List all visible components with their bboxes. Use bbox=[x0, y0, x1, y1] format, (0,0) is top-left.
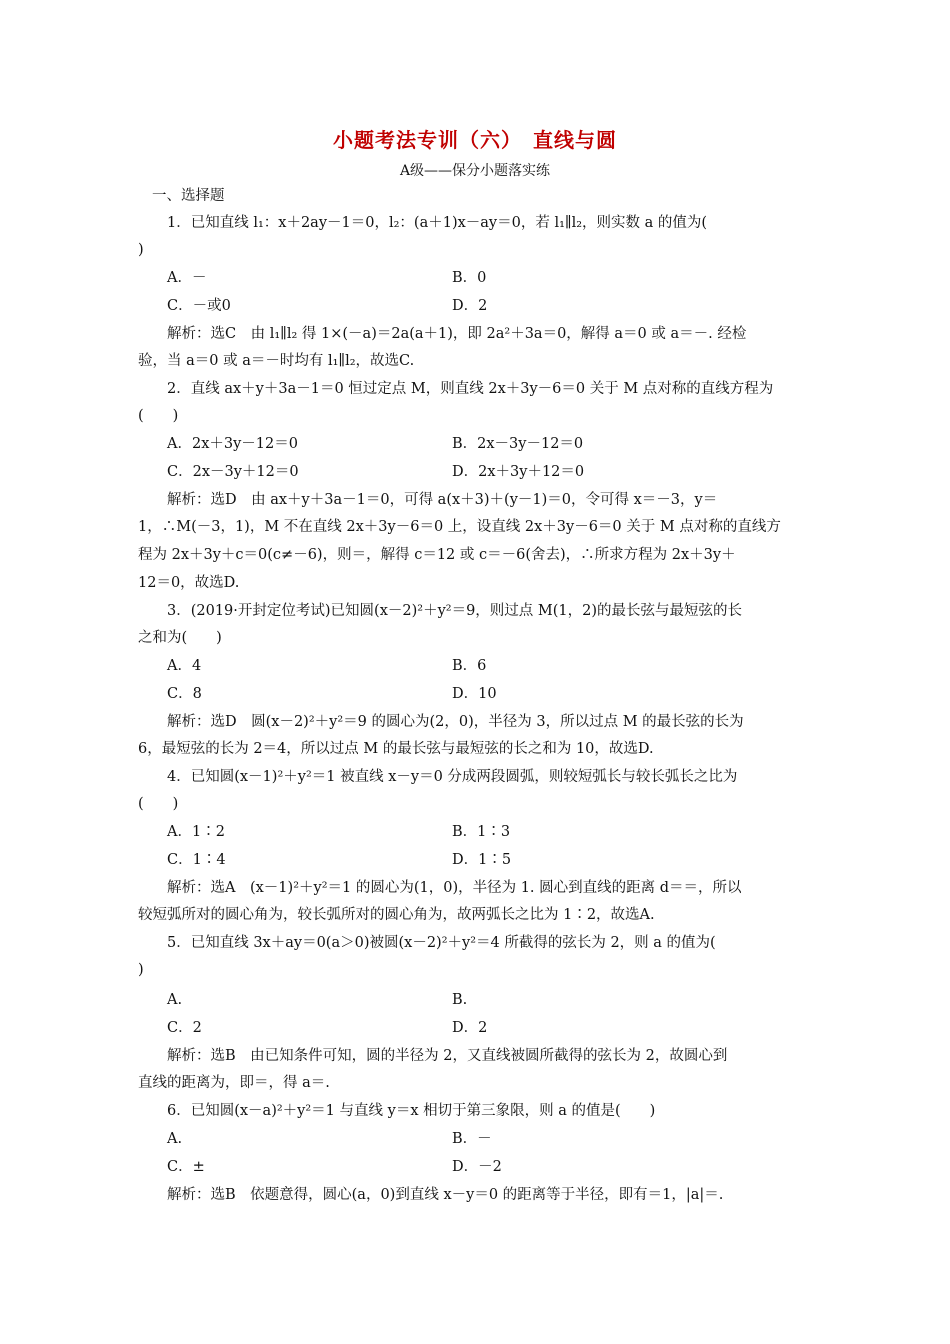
q4-solution-line2: 较短弧所对的圆心角为，较长弧所对的圆心角为，故两弧长之比为 1∶2，故选A. bbox=[138, 907, 655, 923]
q5-option-b: B. bbox=[452, 992, 468, 1008]
q3-solution-line1: 解析：选D 圆(x－2)²＋y²＝9 的圆心为(2，0)，半径为 3，所以过点 M 的最长弦的长为 bbox=[167, 714, 744, 730]
q1-option-b: B．0 bbox=[452, 270, 487, 286]
q6-option-c: C．± bbox=[167, 1159, 205, 1175]
q1-option-c: C．－或0 bbox=[167, 298, 231, 314]
q4-stem-line1: 4．已知圆(x－1)²＋y²＝1 被直线 x－y＝0 分成两段圆弧，则较短弧长与较长弧长之比为 bbox=[167, 769, 738, 785]
q5-solution-line2: 直线的距离为，即＝，得 a＝. bbox=[138, 1075, 330, 1091]
q4-option-c: C．1∶4 bbox=[167, 852, 226, 868]
q1-stem-line1: 1．已知直线 l₁：x＋2ay－1＝0，l₂：(a＋1)x－ay＝0，若 l₁∥l₂，则实数 a 的值为( bbox=[167, 215, 708, 231]
q1-solution-line2: 验，当 a＝0 或 a＝－时均有 l₁∥l₂，故选C. bbox=[138, 353, 415, 369]
q4-stem-line2: ( ) bbox=[138, 796, 179, 812]
q3-stem-line2: 之和为( ) bbox=[138, 630, 222, 646]
q5-option-d: D．2 bbox=[452, 1020, 488, 1036]
q2-solution-line3: 程为 2x＋3y＋c＝0(c≠－6)，则＝，解得 c＝12 或 c＝－6(舍去)，∴所求方程为 2x＋3y＋ bbox=[138, 547, 736, 563]
q5-stem-line1: 5．已知直线 3x＋ay＝0(a＞0)被圆(x－2)²＋y²＝4 所截得的弦长为 2，则 a 的值为( bbox=[167, 935, 716, 951]
q3-option-a: A．4 bbox=[167, 658, 202, 674]
q6-option-d: D．－2 bbox=[452, 1159, 502, 1175]
q2-solution-line1: 解析：选D 由 ax＋y＋3a－1＝0，可得 a(x＋3)＋(y－1)＝0，令可得 x＝－3，y＝ bbox=[167, 492, 718, 508]
q1-stem-line2: ) bbox=[138, 242, 144, 258]
q5-stem-line2: ) bbox=[138, 962, 144, 978]
q2-stem-line2: ( ) bbox=[138, 408, 179, 424]
q2-option-d: D．2x＋3y＋12＝0 bbox=[452, 464, 585, 480]
q3-solution-line2: 6，最短弦的长为 2＝4，所以过点 M 的最长弦与最短弦的长之和为 10，故选D. bbox=[138, 741, 654, 757]
q6-solution-line1: 解析：选B 依题意得，圆心(a，0)到直线 x－y＝0 的距离等于半径，即有＝1，|a|＝. bbox=[167, 1187, 724, 1203]
q5-option-a: A. bbox=[167, 992, 183, 1008]
q5-option-c: C．2 bbox=[167, 1020, 202, 1036]
q6-stem-line1: 6．已知圆(x－a)²＋y²＝1 与直线 y＝x 相切于第三象限，则 a 的值是( ) bbox=[167, 1103, 656, 1119]
q2-option-a: A．2x＋3y－12＝0 bbox=[167, 436, 298, 452]
q5-solution-line1: 解析：选B 由已知条件可知，圆的半径为 2，又直线被圆所截得的弦长为 2，故圆心到 bbox=[167, 1048, 728, 1064]
q2-solution-line2: 1，∴M(－3，1)，M 不在直线 2x＋3y－6＝0 上，设直线 2x＋3y－6＝0 关于 M 点对称的直线方 bbox=[138, 519, 781, 535]
q4-option-d: D．1∶5 bbox=[452, 852, 512, 868]
q3-option-d: D．10 bbox=[452, 686, 497, 702]
q3-option-c: C．8 bbox=[167, 686, 202, 702]
page-title: 小题考法专训（六） 直线与圆 bbox=[333, 128, 617, 152]
q3-option-b: B．6 bbox=[452, 658, 487, 674]
q1-option-a: A．－ bbox=[167, 270, 207, 286]
q2-option-c: C．2x－3y＋12＝0 bbox=[167, 464, 299, 480]
q2-solution-line4: 12＝0，故选D. bbox=[138, 575, 240, 591]
q4-solution-line1: 解析：选A (x－1)²＋y²＝1 的圆心为(1，0)，半径为 1. 圆心到直线的距离 d＝＝，所以 bbox=[167, 880, 742, 896]
q6-option-b: B．－ bbox=[452, 1131, 492, 1147]
q1-solution-line1: 解析：选C 由 l₁∥l₂ 得 1×(－a)＝2a(a＋1)，即 2a²＋3a＝0，解得 a＝0 或 a＝－. 经检 bbox=[167, 326, 747, 342]
q1-option-d: D．2 bbox=[452, 298, 488, 314]
q4-option-b: B．1∶3 bbox=[452, 824, 511, 840]
q6-option-a: A. bbox=[167, 1131, 183, 1147]
page-subtitle: A级——保分小题落实练 bbox=[399, 163, 551, 179]
q2-option-b: B．2x－3y－12＝0 bbox=[452, 436, 584, 452]
section-heading: 一、选择题 bbox=[152, 188, 225, 204]
q3-stem-line1: 3．(2019·开封定位考试)已知圆(x－2)²＋y²＝9，则过点 M(1，2)的最长弦与最短弦的长 bbox=[167, 603, 743, 619]
q4-option-a: A．1∶2 bbox=[167, 824, 225, 840]
q2-stem-line1: 2．直线 ax＋y＋3a－1＝0 恒过定点 M，则直线 2x＋3y－6＝0 关于 M 点对称的直线方程为 bbox=[167, 381, 774, 397]
